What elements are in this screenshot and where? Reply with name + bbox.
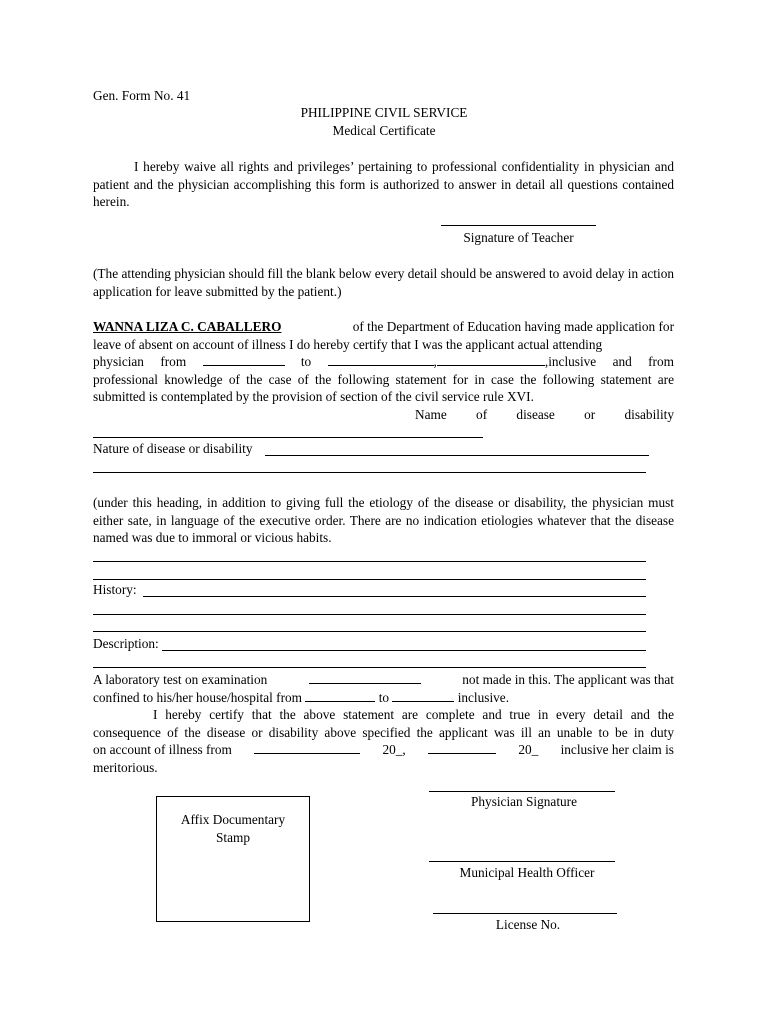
name-of-disease-label <box>415 406 674 424</box>
nature-field-line-2[interactable] <box>93 472 646 473</box>
nod-word-1: Name <box>415 406 447 422</box>
year-2: 20_ <box>518 742 539 758</box>
to-date-group <box>328 353 597 371</box>
laboratory-paragraph <box>93 671 674 706</box>
name-of-disease-field[interactable] <box>93 437 483 438</box>
description-line-2[interactable] <box>93 667 646 668</box>
teacher-signature-label: Signature of Teacher <box>463 230 574 245</box>
teacher-signature-line[interactable] <box>441 225 596 226</box>
comma: , <box>433 354 437 370</box>
final-line-4: meritorious. <box>93 759 158 775</box>
nature-label: Nature of disease or disability <box>93 441 253 456</box>
cert-line-5: submitted is contemplated by the provision of section of the civil service rule XVI. <box>93 389 534 405</box>
patient-name: WANNA LIZA C. CABALLERO <box>93 319 282 334</box>
final-line-3 <box>93 741 674 759</box>
stamp-line-2: Stamp <box>216 829 250 845</box>
stamp-label <box>157 811 309 846</box>
history-line-3[interactable] <box>93 631 646 632</box>
history-line-2[interactable] <box>93 614 646 615</box>
claim-text: inclusive her claim is <box>560 742 674 758</box>
confined-text: confined to his/her house/hospital from <box>93 689 303 705</box>
health-officer-label: Municipal Health Officer <box>459 865 595 880</box>
cert-line-1 <box>93 318 674 336</box>
documentary-stamp-box <box>156 796 310 922</box>
document-title: Medical Certificate <box>332 123 436 138</box>
cert-line-1-rest: of the Department of Education having made application for <box>352 319 674 334</box>
cert-line-2 <box>93 336 674 354</box>
illness-from-text: on account of illness from <box>93 742 232 758</box>
illness-from-field[interactable] <box>254 742 360 754</box>
waiver-paragraph: I hereby waive all rights and privileges’ pertaining to professional confidentiality in physician and patient and the physician accomplishing this form is authorized to answer in detail all questions contained herein. <box>93 159 674 210</box>
physician-signature-line[interactable] <box>429 791 615 792</box>
nod-word-2: of <box>476 406 488 422</box>
license-label: License No. <box>495 917 561 932</box>
cert-line-3 <box>93 353 674 371</box>
physician-instruction: (The attending physician should fill the blank below every detail should be answered to avoid delay in action application for leave submitted by the patient.) <box>93 266 674 299</box>
stamp-line-1: Affix Documentary <box>180 812 286 827</box>
history-label: History: <box>93 582 137 597</box>
illness-to-field[interactable] <box>428 742 496 754</box>
confined-to-word: to <box>378 689 390 705</box>
etiology-line-1[interactable] <box>93 561 646 562</box>
final-line-1: I hereby certify that the above statement are complete and true in every detail and the <box>153 707 674 722</box>
from-date-field[interactable] <box>203 354 285 366</box>
from-word-2: from <box>648 354 674 370</box>
confined-to-field[interactable] <box>392 690 454 702</box>
cert-to-word: to <box>300 354 312 370</box>
description-field[interactable] <box>162 650 646 651</box>
to-date-field[interactable] <box>328 354 434 366</box>
license-line[interactable] <box>433 913 617 914</box>
lab-line-2 <box>93 689 674 707</box>
lab-text-2: not made in this. The applicant was that <box>462 672 674 687</box>
lab-line-1 <box>93 671 674 689</box>
lab-test-field[interactable] <box>309 672 421 684</box>
final-certification <box>93 706 674 776</box>
form-number: Gen. Form No. 41 <box>93 88 191 103</box>
nod-word-3: disease <box>516 406 555 422</box>
and-word: and <box>612 354 632 370</box>
history-field[interactable] <box>143 596 646 597</box>
etiology-note: (under this heading, in addition to giving full the etiology of the disease or disability, the physician must either sate, in language of the executive order. There are no indication etiologies whatever that the disease named was due to immoral or vicious habits. <box>93 495 674 546</box>
cert-from-word: from <box>160 354 187 370</box>
description-label: Description: <box>93 636 159 651</box>
cert-line-2-text: leave of absent on account of illness I do hereby certify that I was the applicant actual attending <box>93 336 603 352</box>
final-line-2: consequence of the disease or disability above specified the applicant was ill an unable to be in duty <box>93 724 674 740</box>
nature-field[interactable] <box>265 455 649 456</box>
to-year-field[interactable] <box>437 354 545 366</box>
year-1: 20_, <box>382 742 406 758</box>
physician-signature-label: Physician Signature <box>471 794 577 809</box>
inclusive-word: ,inclusive <box>544 354 597 370</box>
certification-paragraph <box>93 318 674 424</box>
cert-line-4: professional knowledge of the case of the following statement for in case the following statement are <box>93 371 674 387</box>
cert-physician-word: physician <box>93 354 144 370</box>
nod-word-5: disability <box>624 406 674 422</box>
etiology-line-2[interactable] <box>93 579 646 580</box>
nod-word-4: or <box>584 406 596 422</box>
lab-text-1: A laboratory test on examination <box>93 672 268 687</box>
confined-from-field[interactable] <box>305 690 375 702</box>
health-officer-line[interactable] <box>429 861 615 862</box>
agency-title: PHILIPPINE CIVIL SERVICE <box>300 105 468 120</box>
confined-inclusive: inclusive. <box>457 689 510 705</box>
